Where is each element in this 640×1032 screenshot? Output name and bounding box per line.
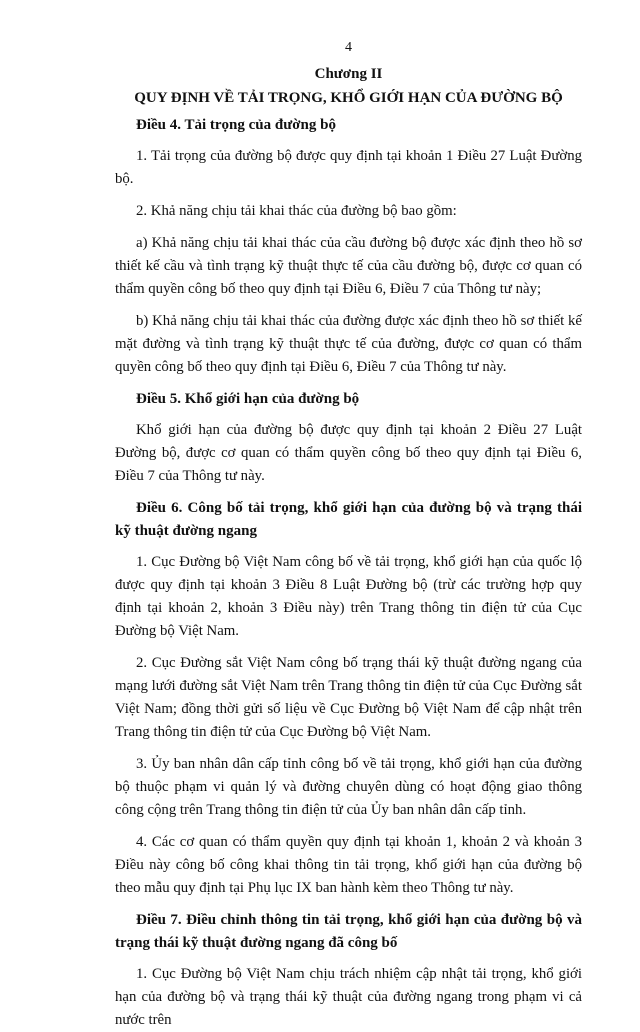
article-6-paragraph: 2. Cục Đường sắt Việt Nam công bố trạng thái kỹ thuật đường ngang của mạng lưới đường sắt Việt Nam trên Trang thông tin điện tử của Cục Đường sắt Việt Nam; đồng thời gửi số liệu về Cục Đường bộ Việt Nam để cập nhật trên Trang thông tin điện tử của Cục Đường bộ Việt Nam. [115, 655, 582, 740]
article-4-paragraph: a) Khả năng chịu tải khai thác của cầu đường bộ được xác định theo hồ sơ thiết kế cầu và tình trạng kỹ thuật thực tế của cầu đường bộ, được cơ quan có thẩm quyền công bố theo quy định tại Điều 6, Điều 7 của Thông tư này; [115, 235, 582, 297]
article-4-paragraph: 2. Khả năng chịu tải khai thác của đường bộ bao gồm: [136, 203, 457, 219]
article-5-heading: Điều 5. Khổ giới hạn của đường bộ [136, 391, 360, 407]
chapter-label: Chương II [314, 66, 383, 82]
article-6-paragraph: 3. Ủy ban nhân dân cấp tỉnh công bố về tải trọng, khổ giới hạn của đường bộ thuộc phạm vi quản lý và đường chuyên dùng có hoạt động giao thông công cộng trên Trang thông tin điện tử của Ủy ban nhân dân cấp tỉnh. [115, 756, 582, 818]
article-4-paragraph: 1. Tải trọng của đường bộ được quy định tại khoản 1 Điều 27 Luật Đường bộ. [115, 148, 582, 187]
page-number: 4 [345, 40, 352, 55]
chapter-title: QUY ĐỊNH VỀ TẢI TRỌNG, KHỔ GIỚI HẠN CỦA ĐƯỜNG BỘ [134, 90, 563, 106]
article-6-paragraph: 1. Cục Đường bộ Việt Nam công bố về tải trọng, khổ giới hạn của quốc lộ được quy định tại khoản 3 Điều 8 Luật Đường bộ (trừ các trường hợp quy định tại khoản 2, khoản 3 Điều này) trên Trang thông tin điện tử của Cục Đường bộ Việt Nam. [115, 554, 582, 639]
article-5-paragraph: Khổ giới hạn của đường bộ được quy định tại khoản 2 Điều 27 Luật Đường bộ, được cơ quan có thẩm quyền công bố theo quy định tại Điều 6, Điều 7 của Thông tư này. [115, 422, 582, 484]
article-4-paragraph: b) Khả năng chịu tải khai thác của đường được xác định theo hồ sơ thiết kế mặt đường và tình trạng kỹ thuật thực tế của đường, được cơ quan có thẩm quyền công bố theo quy định tại Điều 6, Điều 7 của Thông tư này. [115, 313, 582, 375]
article-7-heading: Điều 7. Điều chỉnh thông tin tải trọng, khổ giới hạn của đường bộ và trạng thái kỹ thuật đường ngang đã công bố [115, 912, 582, 951]
article-6-paragraph: 4. Các cơ quan có thẩm quyền quy định tại khoản 1, khoản 2 và khoản 3 Điều này công bố công khai thông tin tải trọng, khổ giới hạn của đường bộ theo mẫu quy định tại Phụ lục IX ban hành kèm theo Thông tư này. [115, 834, 582, 896]
article-6-heading: Điều 6. Công bố tải trọng, khổ giới hạn của đường bộ và trạng thái kỹ thuật đường ngang [115, 500, 582, 539]
article-4-heading: Điều 4. Tải trọng của đường bộ [136, 117, 336, 133]
article-7-paragraph: 1. Cục Đường bộ Việt Nam chịu trách nhiệm cập nhật tải trọng, khổ giới hạn của đường bộ và trạng thái kỹ thuật của đường ngang trong phạm vi cả nước trên [115, 966, 582, 1028]
